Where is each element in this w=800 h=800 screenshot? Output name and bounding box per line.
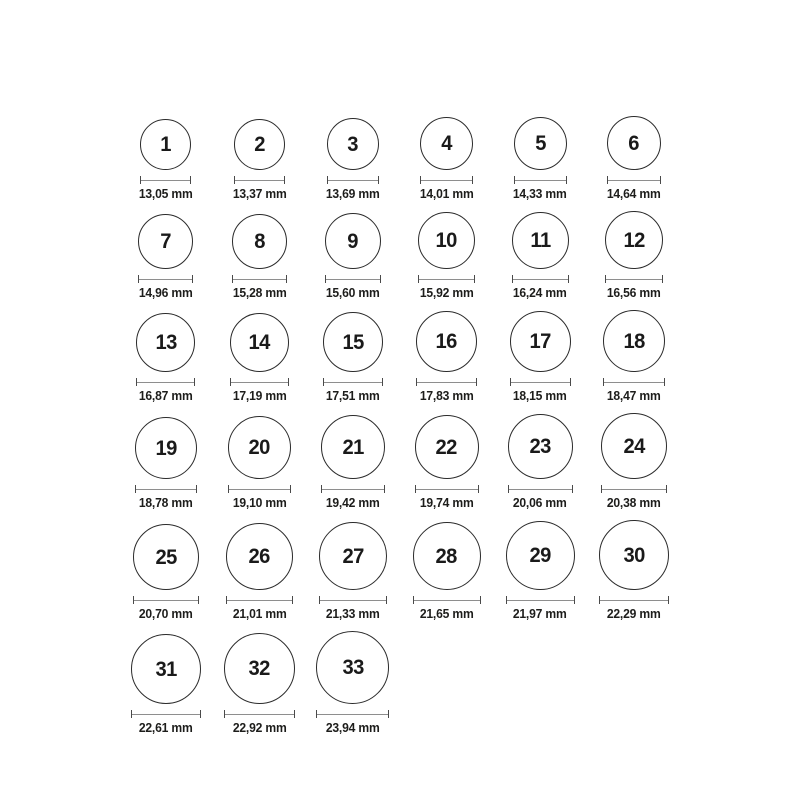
ring-size-chart xyxy=(119,0,681,735)
ring-size-number: 15 xyxy=(342,330,364,354)
ring-size-number: 1 xyxy=(160,133,172,156)
diameter-measure-line xyxy=(316,710,389,718)
ring-size-item xyxy=(306,522,400,621)
diameter-measure-line xyxy=(140,176,191,184)
ring-size-item xyxy=(587,310,681,403)
ring-size-row xyxy=(119,520,681,621)
diameter-measure-line xyxy=(138,275,193,283)
ring-size-item xyxy=(306,415,400,510)
ring-size-item xyxy=(119,634,213,735)
diameter-label: 13,37 mm xyxy=(232,187,287,201)
ring-size-circle xyxy=(603,310,665,372)
ring-size-circle xyxy=(601,413,667,479)
diameter-label: 21,01 mm xyxy=(232,607,287,621)
ring-size-row xyxy=(119,631,681,735)
ring-size-number: 27 xyxy=(342,544,364,568)
diameter-label: 19,74 mm xyxy=(419,496,474,510)
ring-size-grid xyxy=(119,116,681,735)
ring-size-number: 25 xyxy=(155,545,177,569)
diameter-measure-line xyxy=(605,275,663,283)
ring-size-item xyxy=(493,311,587,403)
ring-size-item xyxy=(400,212,494,300)
ring-size-circle xyxy=(135,417,197,479)
diameter-label: 21,33 mm xyxy=(326,607,380,621)
diameter-label: 22,92 mm xyxy=(232,721,287,735)
ring-size-item xyxy=(587,211,681,300)
diameter-label: 22,61 mm xyxy=(138,721,193,735)
ring-size-item xyxy=(213,523,307,621)
diameter-label: 16,56 mm xyxy=(606,286,661,300)
ring-size-number: 22 xyxy=(435,435,458,459)
ring-size-circle xyxy=(140,119,191,170)
diameter-measure-line xyxy=(224,710,295,718)
ring-size-circle xyxy=(506,521,575,590)
diameter-measure-line xyxy=(234,176,285,184)
diameter-label: 17,51 mm xyxy=(326,389,380,403)
ring-size-circle xyxy=(420,117,473,170)
diameter-label: 16,87 mm xyxy=(138,389,193,403)
ring-size-number: 28 xyxy=(435,544,458,568)
diameter-label: 14,96 mm xyxy=(138,286,193,300)
diameter-label: 15,60 mm xyxy=(326,286,380,300)
ring-size-item xyxy=(306,118,400,201)
ring-size-circle xyxy=(514,117,567,170)
ring-size-circle xyxy=(416,311,477,372)
diameter-measure-line xyxy=(226,596,293,604)
ring-size-circle xyxy=(605,211,663,269)
diameter-label: 20,38 mm xyxy=(606,496,661,510)
ring-size-circle xyxy=(138,214,193,269)
ring-size-number: 23 xyxy=(529,435,551,458)
ring-size-item xyxy=(493,414,587,510)
ring-size-item xyxy=(306,312,400,403)
diameter-measure-line xyxy=(325,275,381,283)
diameter-measure-line xyxy=(319,596,387,604)
ring-size-number: 19 xyxy=(155,436,177,460)
diameter-measure-line xyxy=(607,176,661,184)
ring-size-circle xyxy=(323,312,383,372)
ring-size-circle xyxy=(226,523,293,590)
ring-size-number: 12 xyxy=(623,228,645,252)
diameter-label: 18,78 mm xyxy=(138,496,193,510)
ring-size-circle xyxy=(131,634,201,704)
ring-size-number: 31 xyxy=(155,657,177,681)
diameter-measure-line xyxy=(131,710,201,718)
ring-size-item xyxy=(119,119,213,201)
diameter-label: 15,28 mm xyxy=(232,286,287,300)
diameter-label: 18,15 mm xyxy=(513,389,568,403)
diameter-label: 16,24 mm xyxy=(513,286,568,300)
diameter-measure-line xyxy=(136,378,195,386)
ring-size-circle xyxy=(607,116,661,170)
ring-size-item xyxy=(587,520,681,621)
ring-size-number: 4 xyxy=(441,132,452,155)
ring-size-item xyxy=(119,524,213,621)
ring-size-number: 20 xyxy=(248,436,271,459)
ring-size-number: 2 xyxy=(254,133,265,156)
ring-size-item xyxy=(493,212,587,300)
ring-size-number: 18 xyxy=(623,329,645,353)
ring-size-circle xyxy=(136,313,195,372)
ring-size-circle xyxy=(228,416,291,479)
diameter-label: 23,94 mm xyxy=(326,721,380,735)
diameter-measure-line xyxy=(510,378,571,386)
ring-size-circle xyxy=(510,311,571,372)
diameter-label: 17,83 mm xyxy=(419,389,474,403)
diameter-label: 19,42 mm xyxy=(326,496,380,510)
ring-size-number: 8 xyxy=(254,230,265,253)
ring-size-item xyxy=(213,416,307,510)
ring-size-number: 33 xyxy=(342,656,364,679)
ring-size-number: 32 xyxy=(248,657,271,680)
ring-size-item xyxy=(587,116,681,201)
diameter-measure-line xyxy=(413,596,481,604)
ring-size-circle xyxy=(325,213,381,269)
diameter-measure-line xyxy=(133,596,199,604)
ring-size-circle xyxy=(327,118,379,170)
ring-size-number: 6 xyxy=(628,131,640,155)
diameter-label: 21,65 mm xyxy=(419,607,474,621)
diameter-label: 17,19 mm xyxy=(232,389,287,403)
ring-size-circle xyxy=(234,119,285,170)
diameter-measure-line xyxy=(135,485,197,493)
ring-size-item xyxy=(119,313,213,403)
ring-size-item xyxy=(400,415,494,510)
diameter-measure-line xyxy=(228,485,291,493)
ring-size-number: 30 xyxy=(623,543,645,567)
diameter-label: 22,29 mm xyxy=(606,607,661,621)
ring-size-number: 7 xyxy=(160,230,172,253)
ring-size-number: 10 xyxy=(435,229,458,252)
ring-size-item xyxy=(306,631,400,735)
ring-size-number: 26 xyxy=(248,545,271,568)
diameter-measure-line xyxy=(603,378,665,386)
diameter-measure-line xyxy=(508,485,573,493)
diameter-measure-line xyxy=(514,176,567,184)
diameter-label: 20,70 mm xyxy=(138,607,193,621)
ring-size-row xyxy=(119,211,681,300)
ring-size-circle xyxy=(224,633,295,704)
ring-size-circle xyxy=(512,212,569,269)
ring-size-circle xyxy=(508,414,573,479)
ring-size-item xyxy=(400,522,494,621)
diameter-measure-line xyxy=(601,485,667,493)
diameter-label: 13,05 mm xyxy=(138,187,193,201)
ring-size-row xyxy=(119,116,681,201)
ring-size-number: 24 xyxy=(623,434,645,458)
ring-size-number: 21 xyxy=(342,435,364,459)
ring-size-item xyxy=(306,213,400,300)
ring-size-item xyxy=(213,313,307,403)
diameter-label: 21,97 mm xyxy=(513,607,568,621)
ring-size-circle xyxy=(319,522,387,590)
ring-size-item xyxy=(400,311,494,403)
ring-size-number: 3 xyxy=(347,132,359,156)
ring-size-number: 13 xyxy=(155,331,177,354)
ring-size-item xyxy=(213,119,307,201)
diameter-measure-line xyxy=(506,596,575,604)
ring-size-item xyxy=(213,633,307,735)
diameter-measure-line xyxy=(415,485,479,493)
diameter-label: 15,92 mm xyxy=(419,286,474,300)
diameter-measure-line xyxy=(418,275,475,283)
ring-size-number: 5 xyxy=(534,132,546,155)
ring-size-circle xyxy=(321,415,385,479)
ring-size-circle xyxy=(232,214,287,269)
ring-size-item xyxy=(119,417,213,510)
diameter-measure-line xyxy=(323,378,383,386)
diameter-label: 14,01 mm xyxy=(419,187,474,201)
diameter-measure-line xyxy=(232,275,287,283)
ring-size-circle xyxy=(418,212,475,269)
ring-size-circle xyxy=(133,524,199,590)
diameter-measure-line xyxy=(599,596,669,604)
ring-size-circle xyxy=(415,415,479,479)
diameter-measure-line xyxy=(327,176,379,184)
ring-size-number: 16 xyxy=(435,330,458,353)
diameter-label: 14,64 mm xyxy=(606,187,661,201)
diameter-label: 19,10 mm xyxy=(232,496,287,510)
diameter-label: 18,47 mm xyxy=(606,389,661,403)
ring-size-item xyxy=(493,117,587,201)
diameter-measure-line xyxy=(416,378,477,386)
ring-size-row xyxy=(119,413,681,510)
ring-size-circle xyxy=(316,631,389,704)
ring-size-number: 17 xyxy=(529,330,551,353)
diameter-measure-line xyxy=(512,275,569,283)
ring-size-item xyxy=(400,117,494,201)
ring-size-item xyxy=(213,214,307,300)
diameter-label: 14,33 mm xyxy=(513,187,568,201)
ring-size-number: 11 xyxy=(529,229,551,252)
diameter-measure-line xyxy=(230,378,289,386)
ring-size-circle xyxy=(230,313,289,372)
diameter-label: 20,06 mm xyxy=(513,496,568,510)
diameter-label: 13,69 mm xyxy=(326,187,380,201)
diameter-measure-line xyxy=(420,176,473,184)
ring-size-number: 14 xyxy=(248,331,271,354)
ring-size-circle xyxy=(599,520,669,590)
ring-size-item xyxy=(493,521,587,621)
ring-size-number: 9 xyxy=(347,229,359,253)
ring-size-item xyxy=(587,413,681,510)
diameter-measure-line xyxy=(321,485,385,493)
ring-size-item xyxy=(119,214,213,300)
ring-size-number: 29 xyxy=(529,544,551,567)
ring-size-row xyxy=(119,310,681,403)
ring-size-circle xyxy=(413,522,481,590)
